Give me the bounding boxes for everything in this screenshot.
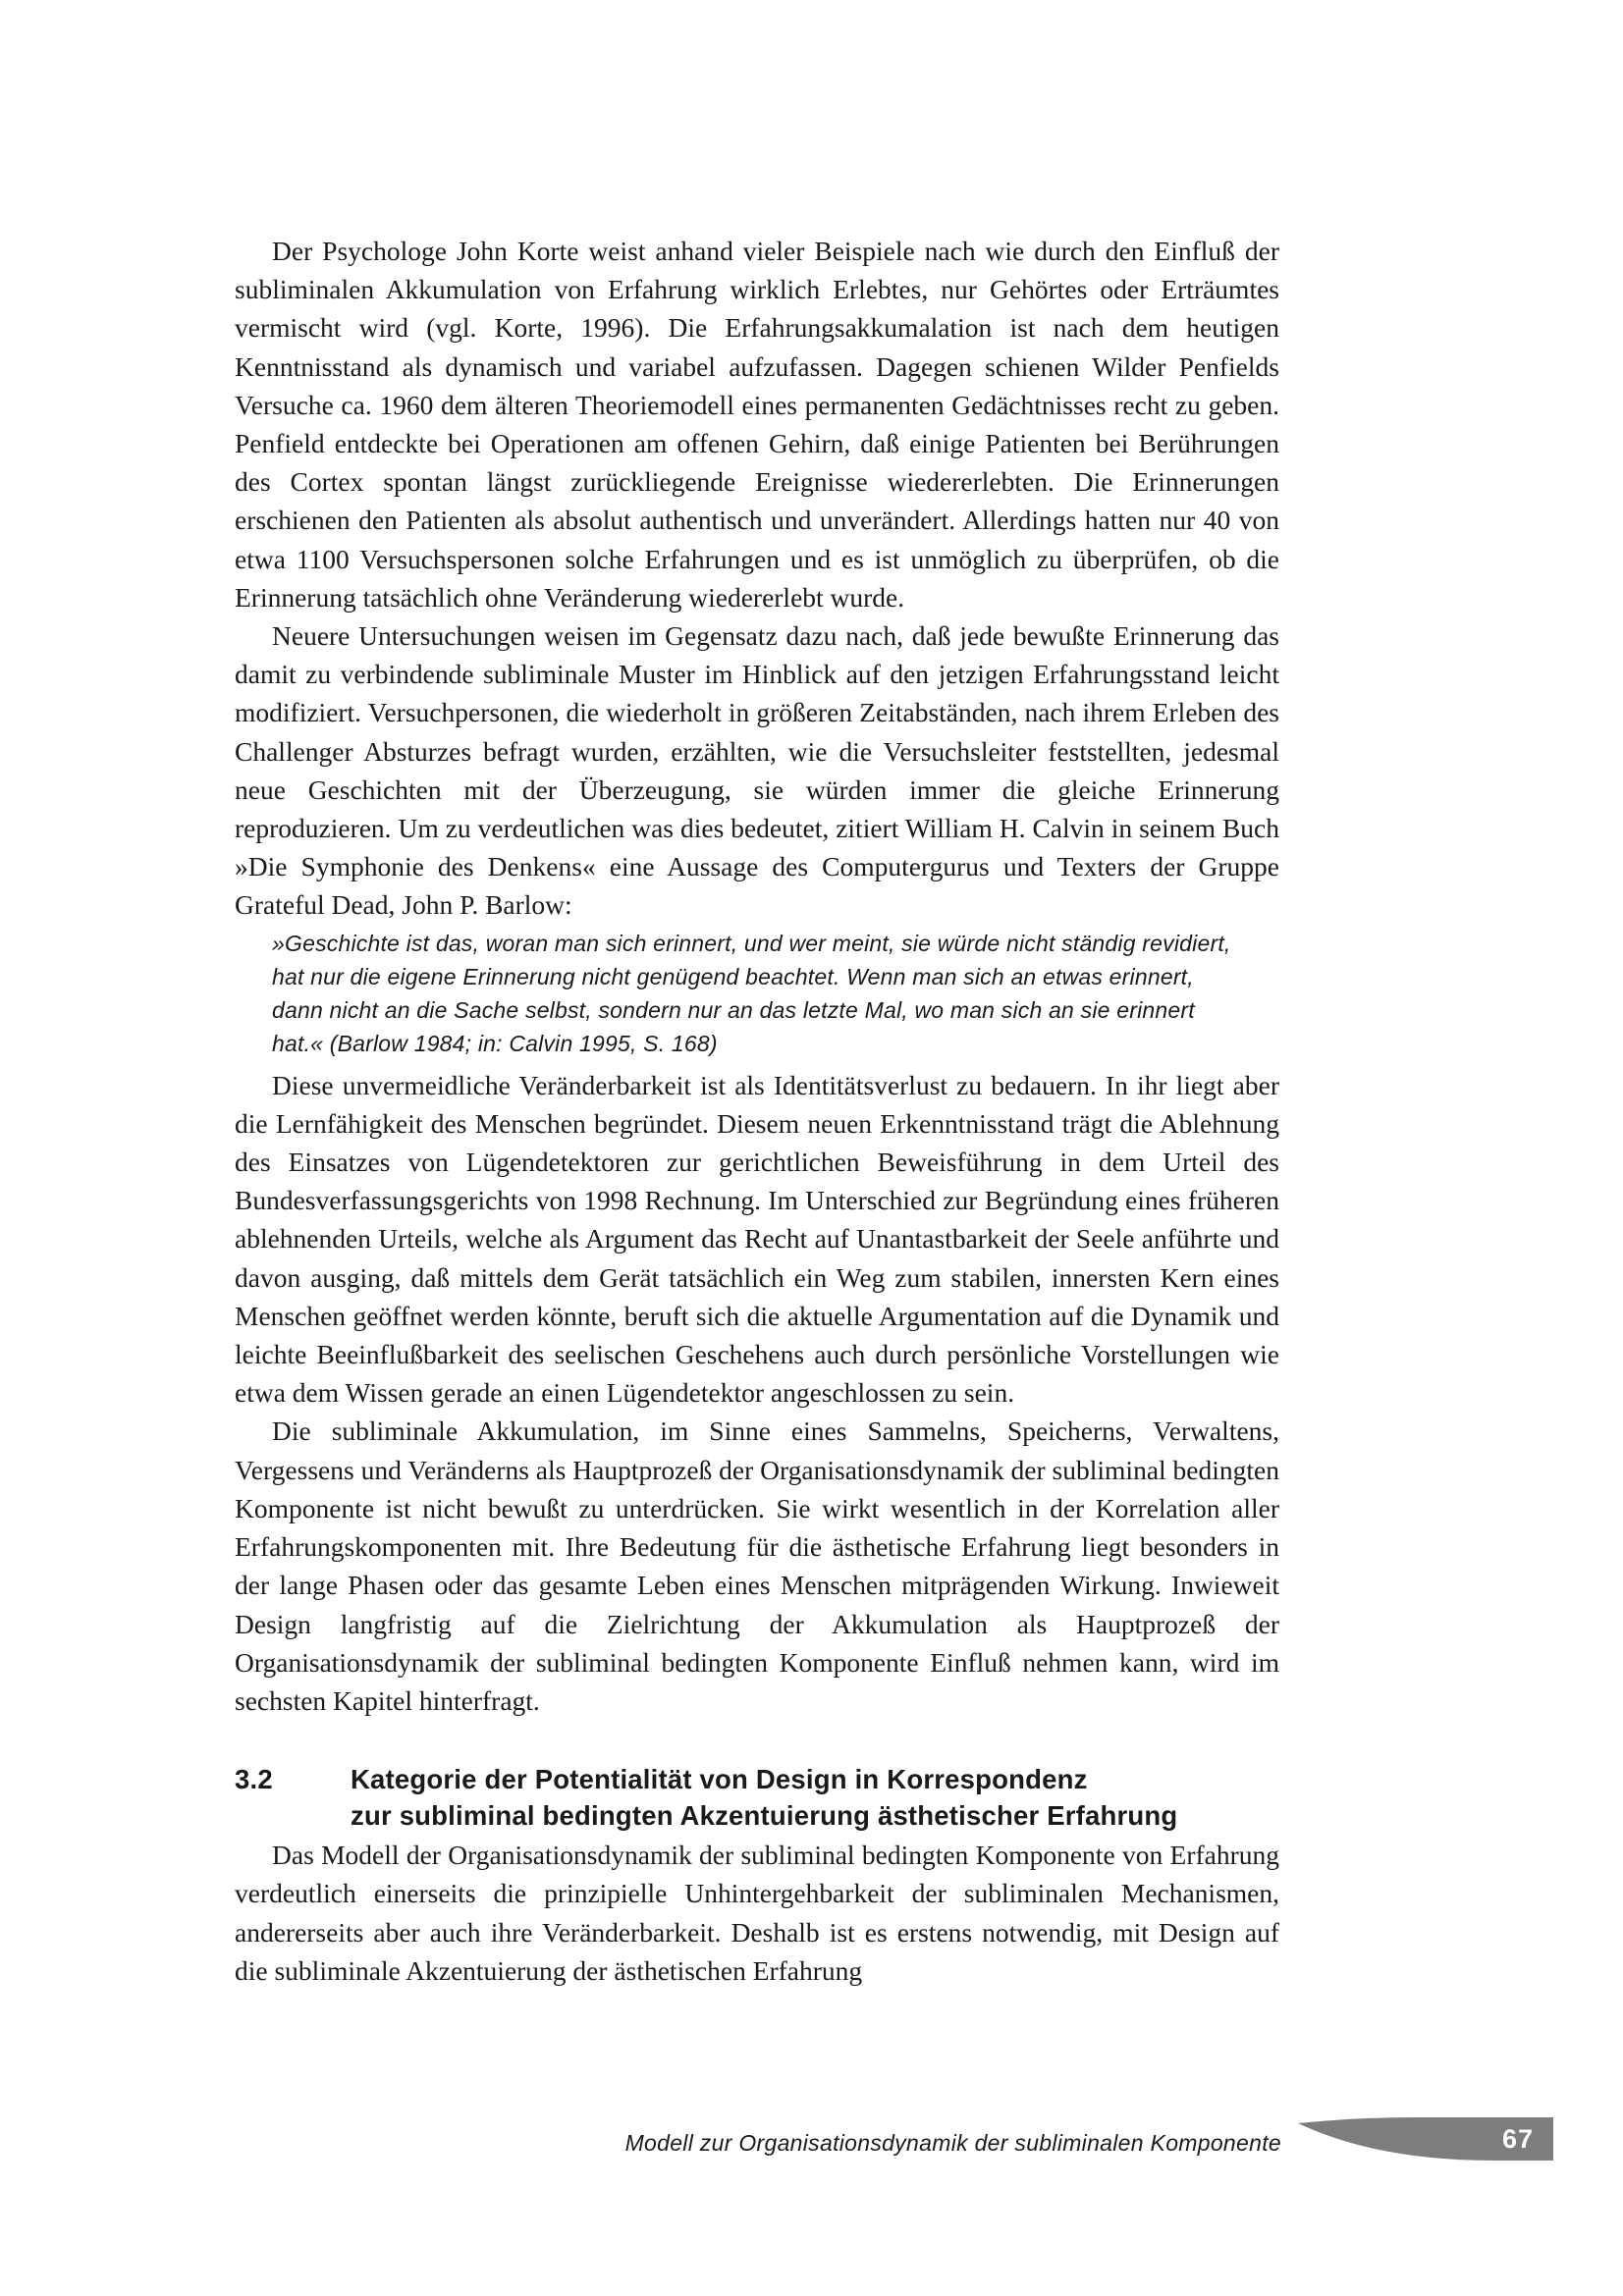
paragraph-4: Die subliminale Akkumulation, im Sinne eines Sammelns, Speicherns, Verwaltens, Vergessens und Veränderns als Hauptprozeß der Organisationsdynamik der subliminal bedingten Komponente ist nicht bewußt zu unterdrücken. Sie wirkt wesentlich in der Korrelation aller Erfahrungskomponenten mit. Ihre Bedeutung für die ästhetische Erfahrung liegt besonders in der lange Phasen oder das gesamte Leben eines Menschen mitprägenden Wirkung. Inwieweit Design langfristig auf die Zielrichtung der Akkumulation als Hauptprozeß der Organisationsdynamik der subliminal bedingten Komponente Einfluß nehmen kann, wird im sechsten Kapitel hinterfragt.: [235, 1415, 1279, 1716]
paragraph-5: Das Modell der Organisationsdynamik der subliminal bedingten Komponente von Erfahrung verdeutlich einerseits die prinzipielle Unhintergehbarkeit der subliminalen Mechanismen, andererseits aber auch ihre Veränderbarkeit. Deshalb ist es erstens notwendig, mit Design auf die subliminale Akzentuierung der ästhetischen Erfahrung: [235, 1840, 1279, 1986]
page-number-tab: [1298, 2117, 1553, 2161]
section-title: [351, 1761, 1279, 1834]
section-number: 3.2: [235, 1764, 273, 1795]
page-number: 67: [1501, 2124, 1534, 2154]
section-title-line-1: Kategorie der Potentialität von Design in Korrespondenz: [351, 1764, 1088, 1795]
section-heading: [235, 1761, 1279, 1834]
paragraph-3: Diese unvermeidliche Veränderbarkeit ist als Identitätsverlust zu bedauern. In ihr liegt aber die Lernfähigkeit des Menschen begründet. Diesem neuen Erkenntnisstand trägt die Ablehnung des Einsatzes von Lügendetektoren zur gerichtlichen Beweisführung in dem Urteil des Bundesverfassungsgerichts von 1998 Rechnung. Im Unterschied zur Begründung eines früheren ablehnenden Urteils, welche als Argument das Recht auf Unantastbarkeit der Seele anführte und davon ausging, daß mittels dem Gerät tatsächlich ein Weg zum stabilen, innersten Kern eines Menschen geöffnet werden könnte, beruft sich die aktuelle Argumentation auf die Dynamik und leichte Beeinflußbarkeit des seelischen Geschehens auch durch persönliche Vorstellungen wie etwa dem Wissen gerade an einen Lügendetektor angeschlossen zu sein.: [235, 1069, 1279, 1409]
body-text: [235, 232, 1279, 1990]
paragraph-1: Der Psychologe John Korte weist anhand vieler Beispiele nach wie durch den Einfluß der subliminalen Akkumulation von Erfahrung wirklich Erlebtes, nur Gehörtes oder Erträumtes vermischt wird (vgl. Korte, 1996). Die Erfahrungsakkumalation ist nach dem heutigen Kenntnisstand als dynamisch und variabel aufzufassen. Dagegen schienen Wilder Penfields Versuche ca. 1960 dem älteren Theoriemodell eines permanenten Gedächtnisses recht zu geben. Penfield entdeckte bei Operationen am offenen Gehirn, daß einige Patienten bei Berührungen des Cortex spontan längst zurückliegende Ereignisse wiedererlebten. Die Erinnerungen erschienen den Patienten als absolut authentisch und unverändert. Allerdings hatten nur 40 von etwa 1100 Versuchspersonen solche Erfahrungen und es ist unmöglich zu überprüfen, ob die Erinnerung tatsächlich ohne Veränderung wiedererlebt wurde.: [235, 236, 1279, 613]
running-footer: Modell zur Organisationsdynamik der subliminalen Komponente: [624, 2130, 1281, 2156]
block-quote: »Geschichte ist das, woran man sich erinnert, und wer meint, sie würde nicht ständig revidiert, hat nur die eigene Erinnerung nicht genügend beachtet. Wenn man sich an etwas erinnert, dann nicht an die Sache selbst, sondern nur an das letzte Mal, wo man sich an sie erinnert hat.« (Barlow 1984; in: Calvin 1995, S. 168): [272, 930, 1231, 1056]
paragraph-2: Neuere Untersuchungen weisen im Gegensatz dazu nach, daß jede bewußte Erinnerung das damit zu verbindende subliminale Muster im Hinblick auf den jetzigen Erfahrungsstand leicht modifiziert. Versuchpersonen, die wiederholt in größeren Zeitabständen, nach ihrem Erleben des Challenger Absturzes befragt wurden, erzählten, wie die Versuchsleiter feststellten, jedesmal neue Geschichten mit der Überzeugung, sie würden immer die gleiche Erinnerung reproduzieren. Um zu verdeutlichen was dies bedeutet, zitiert William H. Calvin in seinem Buch »Die Symphonie des Denkens« eine Aussage des Computergurus und Texters der Gruppe Grateful Dead, John P. Barlow:: [235, 620, 1279, 921]
section-title-line-2: zur subliminal bedingten Akzentuierung ästhetischer Erfahrung: [351, 1800, 1178, 1832]
